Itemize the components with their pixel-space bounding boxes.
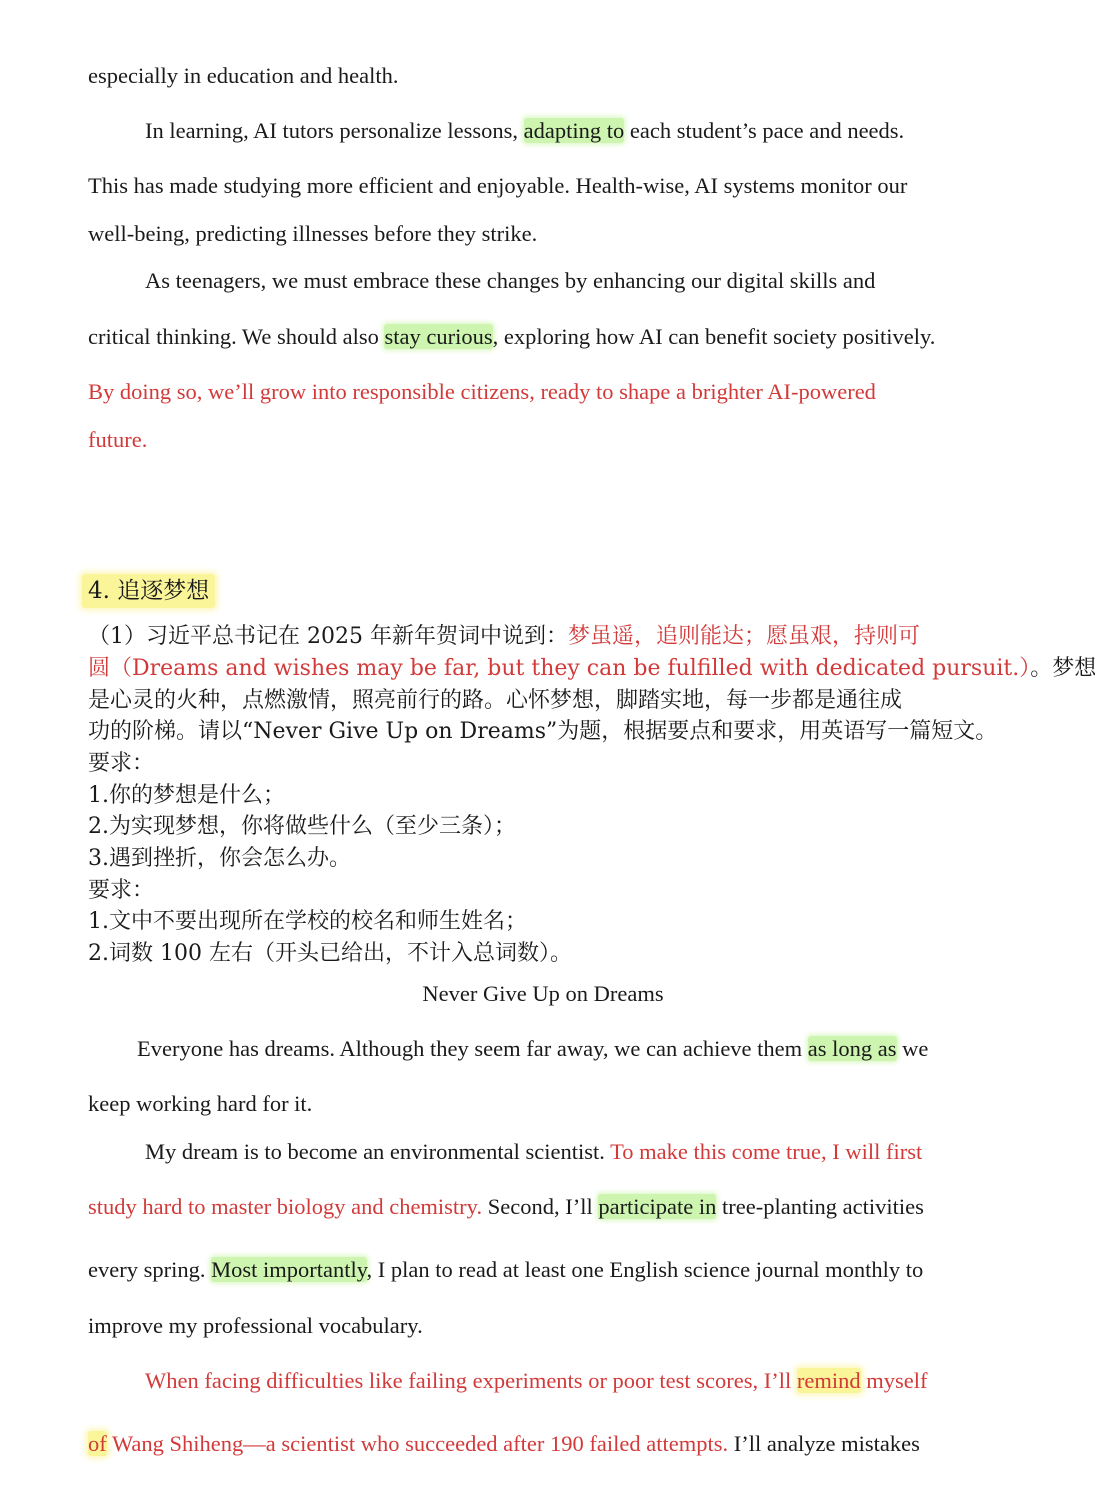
- essay2-text: we: [896, 1036, 929, 1061]
- prompt-text: 功的阶梯。请以“Never Give Up on Dreams”为题，根据要点和要求，用英语写一篇短文。: [88, 719, 998, 744]
- essay1-line-5: [145, 267, 875, 295]
- requirement-item: 3.遇到挫折，你会怎么办。: [88, 846, 351, 871]
- essay2-text: keep working hard for it.: [88, 1091, 313, 1116]
- highlighted-phrase: participate in: [598, 1194, 717, 1219]
- essay2-text: I’ll analyze mistakes: [728, 1431, 920, 1456]
- essay1-text: especially in education and health.: [88, 63, 399, 88]
- essay2-line-8: [88, 1430, 920, 1458]
- essay2-red-text: When facing difficulties like failing experiments or poor test scores, I’ll: [145, 1368, 797, 1393]
- essay1-text: This has made studying more efficient and enjoyable. Health-wise, AI systems monitor our: [88, 173, 908, 198]
- essay2-text: Everyone has dreams. Although they seem far away, we can achieve them: [137, 1036, 808, 1061]
- essay2-text: every spring.: [88, 1257, 212, 1282]
- essay2-line-5: [88, 1256, 923, 1284]
- essay-title: Never Give Up on Dreams: [422, 981, 664, 1006]
- essay2-line-3: [145, 1138, 922, 1166]
- essay2-text: tree-planting activities: [716, 1194, 924, 1219]
- prompt-line-3: [88, 686, 902, 716]
- essay2-line-7: [145, 1367, 928, 1395]
- essay2-red-text: To make this come true, I will first: [610, 1139, 923, 1164]
- requirements-heading: 要求：: [88, 751, 155, 776]
- prompt-text: 。梦想: [1030, 656, 1096, 681]
- highlighted-phrase: Most importantly: [211, 1257, 367, 1282]
- highlighted-phrase: of: [88, 1431, 107, 1456]
- essay1-line-8: [88, 426, 147, 454]
- essay1-text: As teenagers, we must embrace these changes by enhancing our digital skills and: [145, 268, 876, 293]
- essay2-text: Second, I’ll: [482, 1194, 599, 1219]
- highlighted-phrase: as long as: [807, 1036, 897, 1061]
- essay1-text: In learning, AI tutors personalize lessons,: [145, 118, 524, 143]
- essay2-line-2: [88, 1090, 312, 1118]
- essay1-text: , exploring how AI can benefit society positively.: [492, 324, 936, 349]
- highlighted-phrase: remind: [796, 1368, 861, 1393]
- essay1-text: critical thinking. We should also: [88, 324, 385, 349]
- requirements-heading: 要求：: [88, 878, 155, 903]
- essay2-red-text: myself: [860, 1368, 928, 1393]
- prompt-text: 是心灵的火种，点燃激情，照亮前行的路。心怀梦想，脚踏实地，每一步都是通往成: [88, 688, 903, 713]
- essay1-red-text: By doing so, we’ll grow into responsible citizens, ready to shape a brighter AI-powered: [88, 379, 876, 404]
- essay1-line-2: [145, 117, 904, 145]
- essay2-line-4: [88, 1193, 924, 1221]
- prompt-quote: 圆（Dreams and wishes may be far, but they can be fulfilled with dedicated pursuit.）: [88, 656, 1031, 681]
- essay2-line-1: [137, 1035, 928, 1063]
- essay1-text: well-being, predicting illnesses before they strike.: [88, 221, 538, 246]
- essay1-red-text: future.: [88, 427, 148, 452]
- requirement-item: 2.为实现梦想，你将做些什么（至少三条）；: [88, 814, 516, 839]
- essay2-line-6: [88, 1312, 423, 1340]
- essay1-line-4: [88, 220, 537, 248]
- essay1-line-1: [88, 62, 399, 90]
- essay1-line-6: [88, 323, 935, 351]
- prompt-line-2: [88, 654, 1096, 684]
- requirement-item: 1.你的梦想是什么；: [88, 783, 285, 808]
- highlighted-phrase: stay curious: [384, 324, 493, 349]
- essay2-text: improve my professional vocabulary.: [88, 1313, 423, 1338]
- essay1-line-7: [88, 378, 876, 406]
- requirement-item: 1.文中不要出现所在学校的校名和师生姓名；: [88, 909, 527, 934]
- prompt-line-1: [88, 622, 920, 652]
- essay1-text: each student’s pace and needs.: [624, 118, 905, 143]
- essay1-line-3: [88, 172, 907, 200]
- essay2-red-text: Wang Shiheng—a scientist who succeeded after 190 failed attempts.: [106, 1431, 729, 1456]
- section-title: 4. 追逐梦想: [82, 574, 215, 608]
- highlighted-phrase: adapting to: [523, 118, 625, 143]
- requirement-item: 2.词数 100 左右（开头已给出，不计入总词数）。: [88, 941, 572, 966]
- essay2-red-text: study hard to master biology and chemistry.: [88, 1194, 483, 1219]
- prompt-text: （1）习近平总书记在 2025 年新年贺词中说到：: [88, 624, 568, 649]
- essay2-text: , I plan to read at least one English science journal monthly to: [366, 1257, 924, 1282]
- essay2-text: My dream is to become an environmental scientist.: [145, 1139, 611, 1164]
- prompt-line-4: [88, 717, 997, 747]
- prompt-quote: 梦虽遥，追则能达；愿虽艰，持则可: [567, 624, 920, 649]
